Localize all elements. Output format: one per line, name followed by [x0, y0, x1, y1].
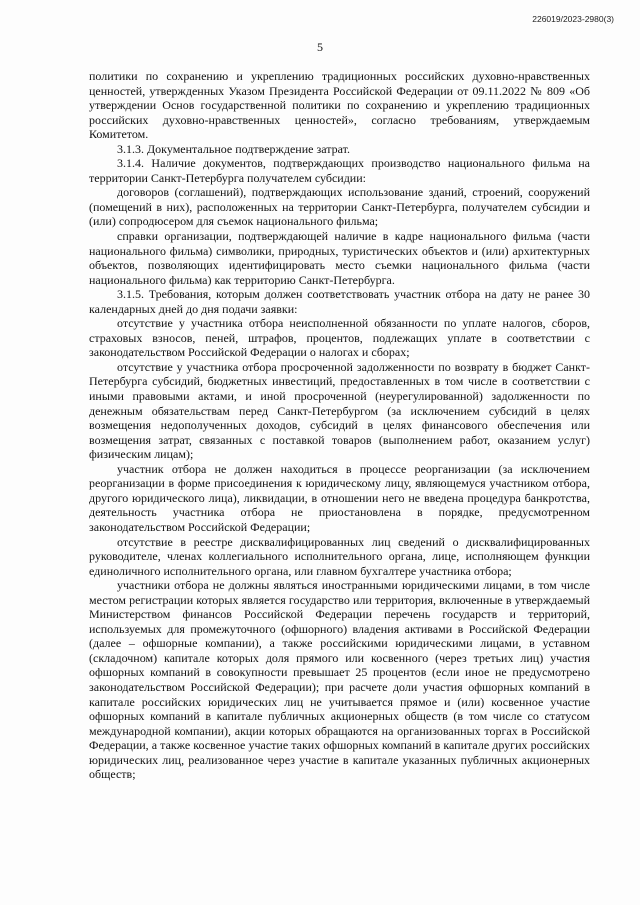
- paragraph: отсутствие в реестре дисквалифицированных лиц сведений о дисквалифицированных руководителе, членах коллегиального исполнительного органа, лице, исполняющем функции единоличного исполнительного органа, или главном бухгалтере участника отбора;: [89, 534, 590, 578]
- paragraph: 3.1.3. Документальное подтверждение затрат.: [117, 141, 350, 156]
- paragraph: 3.1.5. Требования, которым должен соответствовать участник отбора на дату не ранее 30 календарных дней до дня подачи заявки:: [89, 287, 590, 316]
- document-body: [89, 69, 590, 782]
- paragraph: участник отбора не должен находиться в процессе реорганизации (за исключением реорганизации в форме присоединения к юридическому лицу, являющемуся участником отбора, другого юридического лица), ликвидации, в отношении него не введена процедура банкротства, деятельность участника отбора не приостановлена в порядке, предусмотренном законодательством Российской Федерации;: [89, 461, 590, 534]
- paragraph: 3.1.4. Наличие документов, подтверждающих производство национального фильма на территории Санкт-Петербурга получателем субсидии:: [89, 156, 590, 185]
- paragraph: политики по сохранению и укреплению традиционных российских духовно-нравственных ценностей, утвержденных Указом Президента Российской Федерации от 09.11.2022 № 809 «Об утверждении Основ государственной политики по сохранению и укреплению традиционных российских духовно-нравственных ценностей», согласно требованиям, утверждаемым Комитетом.: [89, 69, 590, 142]
- document-id: 226019/2023-2980(3): [532, 14, 614, 24]
- paragraph: отсутствие у участника отбора просроченной задолженности по возврату в бюджет Санкт-Петербурга субсидий, бюджетных инвестиций, предоставленных в том числе в соответствии с иными правовыми актами, и иной просроченной (неурегулированной) задолженности по денежным обязательствам перед Санкт-Петербургом (за исключением субсидий в целях возмещения недополученных доходов, субсидий в целях финансового обеспечения или возмещения затрат, связанных с поставкой товаров (выполнением работ, оказанием услуг) физическим лицам);: [89, 359, 590, 462]
- paragraph: договоров (соглашений), подтверждающих использование зданий, строений, сооружений (помещений в них), расположенных на территории Санкт-Петербурга, получателем субсидии и (или) сопродюсером для съемок национального фильма;: [89, 185, 590, 229]
- paragraph: справки организации, подтверждающей наличие в кадре национального фильма (части национального фильма) символики, природных, туристических объектов и (или) архитектурных объектов, позволяющих идентифицировать место съемки национального фильма (части национального фильма) как территорию Санкт-Петербурга.: [89, 229, 590, 287]
- paragraph: отсутствие у участника отбора неисполненной обязанности по уплате налогов, сборов, страховых взносов, пеней, штрафов, процентов, подлежащих уплате в соответствии с законодательством Российской Федерации о налогах и сборах;: [89, 316, 590, 360]
- page-number: 5: [317, 40, 323, 54]
- paragraph: участники отбора не должны являться иностранными юридическими лицами, в том числе местом регистрации которых является государство или территория, включенные в утверждаемый Министерством финансов Российской Федерации перечень государств и территорий, используемых для промежуточного (офшорного) владения активами в Российской Федерации (далее – офшорные компании), а также российскими юридическими лицами, в уставном (складочном) капитале которых доля прямого или косвенного (через третьих лиц) участия офшорных компаний в совокупности превышает 25 процентов (если иное не предусмотрено законодательством Российской Федерации); при расчете доли участия офшорных компаний в капитале российских юридических лиц не учитывается прямое и (или) косвенное участие офшорных компаний в капитале публичных акционерных обществ (в том числе со статусом международной компании), акции которых обращаются на организованных торгах в Российской Федерации, а также косвенное участие таких офшорных компаний в капитале других российских юридических лиц, реализованное через участие в капитале указанных публичных акционерных обществ;: [89, 578, 590, 782]
